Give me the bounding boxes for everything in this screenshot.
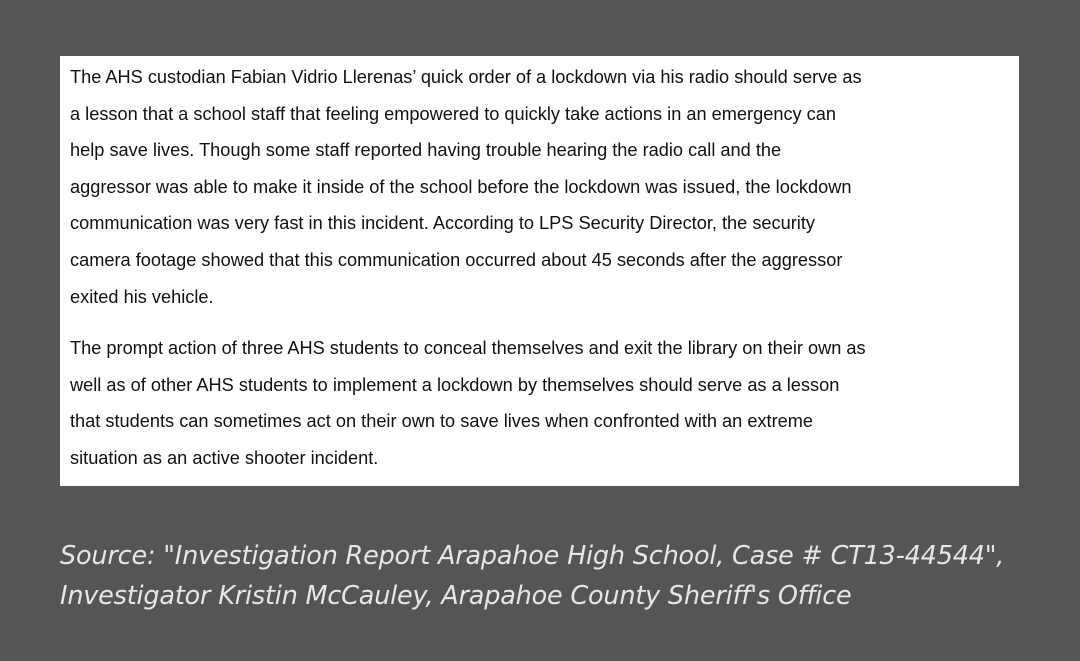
text-line: that students can sometimes act on their own to save lives when confronted with an extreme <box>70 411 814 432</box>
text-line: well as of other AHS students to implement a lockdown by themselves should serve as a lesson <box>70 374 840 395</box>
text-line: communication was very fast in this incident. According to LPS Security Director, the security <box>70 213 815 234</box>
text-line: The AHS custodian Fabian Vidrio Llerenas’ quick order of a lockdown via his radio should serve as <box>70 67 862 87</box>
source-caption <box>60 536 1004 616</box>
caption-line: Investigator Kristin McCauley, Arapahoe County Sheriff's Office <box>60 581 852 611</box>
paragraph-lockdown-custodian <box>70 59 862 315</box>
text-line: a lesson that a school staff that feeling empowered to quickly take actions in an emergency can <box>70 103 837 124</box>
text-line: The prompt action of three AHS students to conceal themselves and exit the library on their own as <box>70 338 866 358</box>
text-line: help save lives. Though some staff reported having trouble hearing the radio call and the <box>70 140 782 161</box>
document-excerpt <box>60 56 1019 486</box>
text-line: aggressor was able to make it inside of the school before the lockdown was issued, the lockdown <box>70 176 852 197</box>
paragraph-students-action <box>70 330 866 476</box>
text-line: camera footage showed that this communication occurred about 45 seconds after the aggressor <box>70 249 843 270</box>
text-line: situation as an active shooter incident. <box>70 447 379 468</box>
caption-line: Source: "Investigation Report Arapahoe High School, Case # CT13-44544", <box>60 541 1005 571</box>
text-line: exited his vehicle. <box>70 286 214 307</box>
